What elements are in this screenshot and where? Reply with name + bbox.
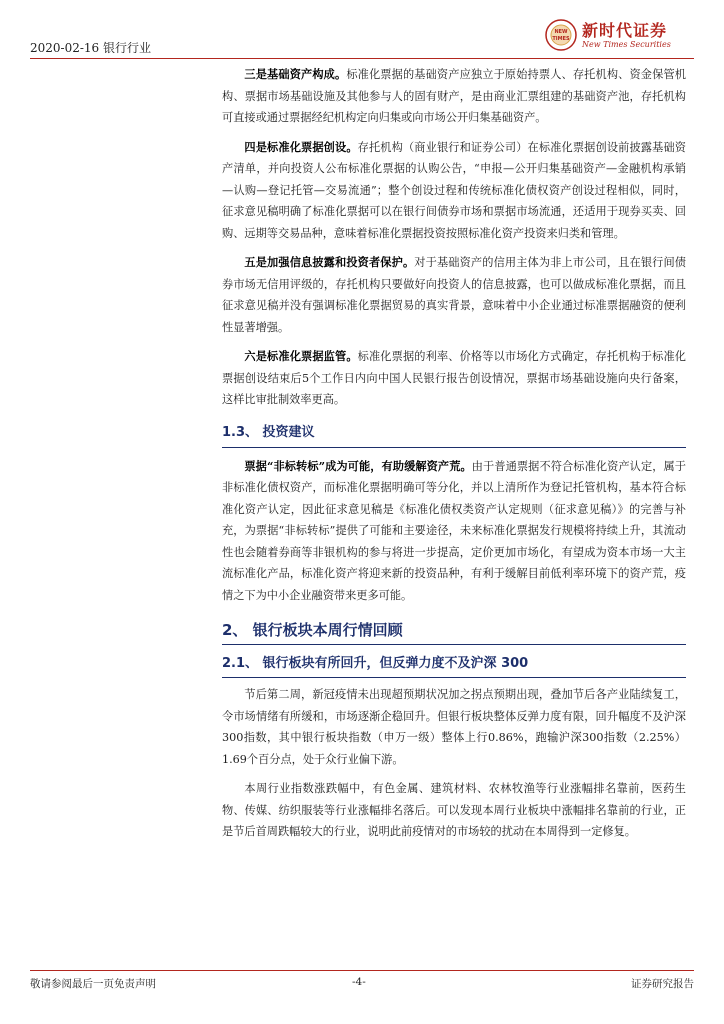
main-content [222,64,686,851]
svg-text:TIMES: TIMES [552,36,570,42]
paragraph-4 [222,137,686,245]
logo-chinese-name: 新时代证券 [582,21,668,40]
footer-divider [30,970,694,971]
svg-text:NEW: NEW [554,29,568,35]
paragraph-5 [222,252,686,338]
investment-advice-paragraph [222,456,686,607]
investment-advice-lead: 票据“非标转标”成为可能，有助缓解资产荒。 [244,458,472,473]
investment-advice-body: 由于普通票据不符合标准化资产认定，属于非标准化债权资产，而标准化票据明确可等分化，并以上清所作为登记托管机构，基本符合标准化资产认定，因此征求意见稿是《标准化债权类资产认定规则（征求意见稿）》的完善与补充，为票据“非标转标”提供了可能和主要途径，未来标准化票据发行规模将持续上升，其流动性也会随着券商等非银机构的参与将进一步提高，定价更加市场化，有望成为资本市场一大主流标准化产品，标准化资产将迎来新的投资品种，有利于缓解目前低利率环境下的资产荒，疫情之下为中小企业融资带来更多可能。 [222,459,686,602]
logo-mark-icon [544,18,578,52]
paragraph-3-body: 标准化票据的基础资产应独立于原始持票人、存托机构、资金保管机构、票据市场基础设施及其他参与人的固有财产，是由商业汇票组建的基础资产池，存托机构可直接或通过票据经纪机构定向归集或向市场公开归集基础资产。 [222,68,686,124]
paragraph-3 [222,64,686,129]
market-review-paragraph-1: 节后第二周，新冠疫情未出现超预期状况加之拐点预期出现，叠加节后各产业陆续复工，令市场情绪有所缓和，市场逐渐企稳回升。但银行板块整体反弹力度有限，回升幅度不及沪深300指数，其中银行板块指数（申万一级）整体上行0.86%，跑输沪深300指数（2.25%）1.69个百分点，处于众行业偏下游。 [222,688,686,766]
page-number: -4- [352,976,366,988]
section-1-3-heading: 1.3、 投资建议 [222,419,686,448]
company-logo [544,16,694,56]
footer-disclaimer: 敬请参阅最后一页免责声明 [30,978,156,990]
paragraph-4-body: 存托机构（商业银行和证券公司）在标准化票据创设前披露基础资产清单，并向投资人公布标准化票据的认购公告，“申报—公开归集基础资产—金融机构承销—认购—登记托管—交易流通”；整个创设过程和传统标准化债权资产创设过程相似，同时，征求意见稿明确了标准化票据可以在银行间债券市场和票据市场流通，还适用于现券买卖、回购、远期等交易品种，意味着标准化票据投资按照标准化资产投资来归类和管理。 [222,140,686,240]
section-2-heading: 2、 银行板块本周行情回顾 [222,616,686,645]
section-2-1-heading: 2.1、 银行板块有所回升，但反弹力度不及沪深 300 [222,651,686,678]
market-review-paragraph-2: 本周行业指数涨跌幅中，有色金属、建筑材料、农林牧渔等行业涨幅排名靠前，医药生物、传媒、纺织服装等行业涨幅排名落后。可以发现本周行业板块中涨幅排名靠前的行业，正是节后首周跌幅较大的行业，说明此前疫情对的市场较的扰动在本周得到一定修复。 [222,782,686,838]
paragraph-6 [222,346,686,411]
paragraph-6-lead: 六是标准化票据监管。 [244,349,358,363]
paragraph-3-lead: 三是基础资产构成。 [244,67,347,81]
header-divider [30,58,694,59]
paragraph-4-lead: 四是标准化票据创设。 [244,139,358,154]
paragraph-6-body: 标准化票据的利率、价格等以市场化方式确定，存托机构于标准化票据创设结束后5个工作日内向中国人民银行报告创设情况，票据市场基础设施向央行备案，这样比审批制效率更高。 [222,350,686,406]
footer-report-type: 证券研究报告 [631,978,694,990]
paragraph-5-body: 对于基础资产的信用主体为非上市公司，且在银行间债券市场无信用评级的，存托机构只要做好向投资人的信息披露，也可以做成标准化票据，而且征求意见稿并没有强调标准化票据贸易的真实背景，意味着中小企业通过标准票据融资的便利性显著增强。 [222,256,686,334]
header-date-section: 2020-02-16 银行行业 [30,41,152,55]
logo-english-name: New Times Securities [582,40,671,49]
paragraph-5-lead: 五是加强信息披露和投资者保护。 [244,255,415,269]
